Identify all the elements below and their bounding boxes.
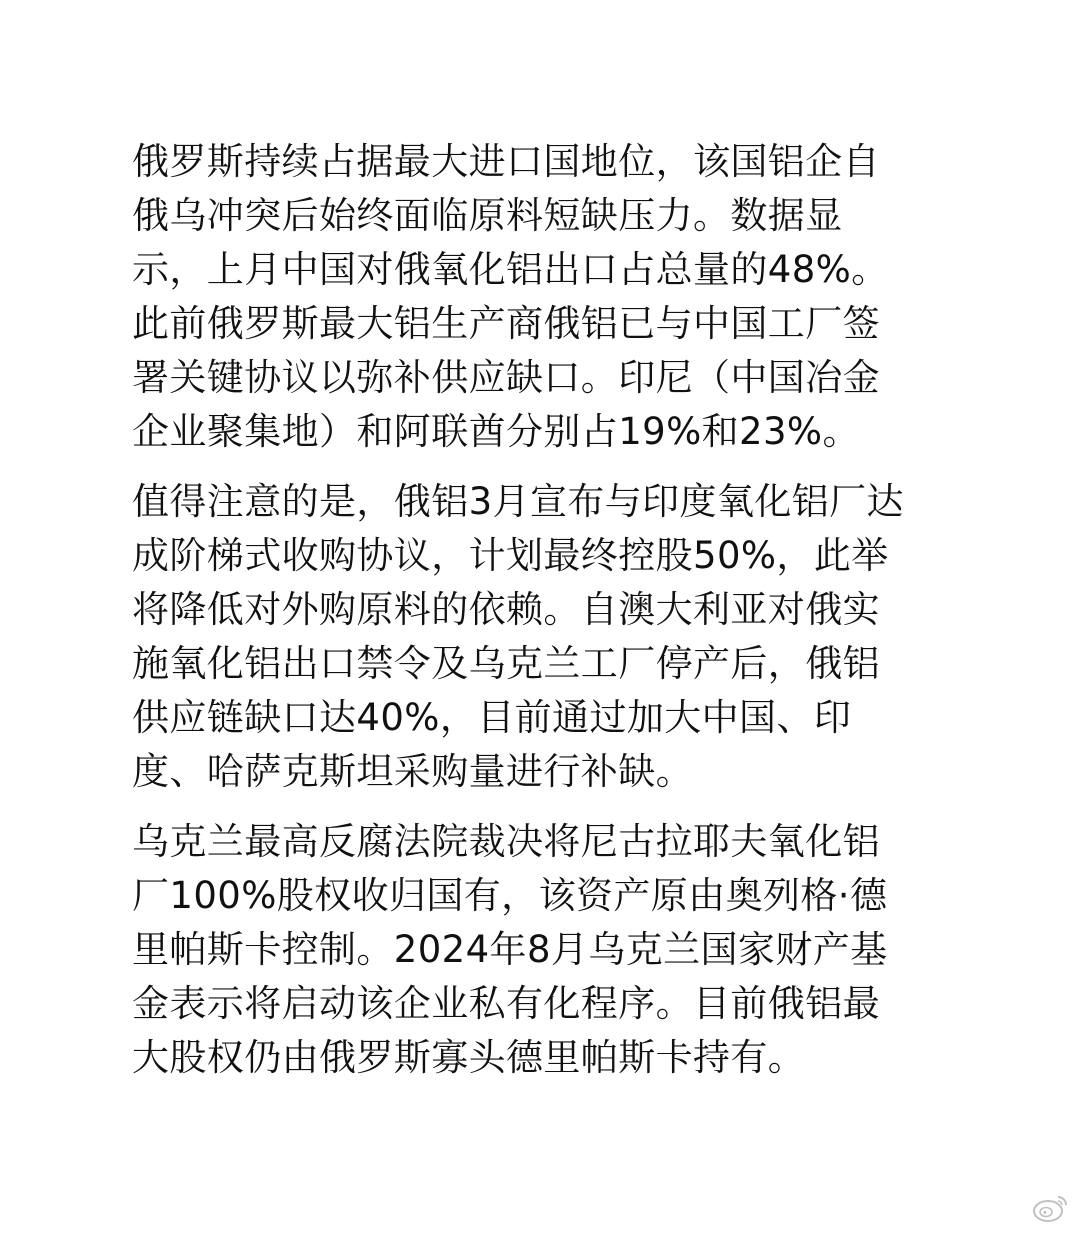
paragraph-line: 施氧化铝出口禁令及乌克兰工厂停产后，俄铝: [132, 642, 880, 685]
paragraph-line: 署关键协议以弥补供应缺口。印尼（中国冶金: [132, 356, 880, 399]
paragraph-line: 企业聚集地）和阿联酋分别占19%和23%。: [132, 410, 860, 453]
paragraph-line: 厂100%股权收归国有，该资产原由奥列格·德: [132, 874, 888, 917]
paragraph-line: 度、哈萨克斯坦采购量进行补缺。: [132, 750, 693, 793]
paragraph-line: 里帕斯卡控制。2024年8月乌克兰国家财产基: [132, 928, 888, 971]
paragraph-line: 俄罗斯持续占据最大进口国地位，该国铝企自: [132, 140, 880, 183]
paragraph-line: 金表示将启动该企业私有化程序。目前俄铝最: [132, 982, 880, 1025]
watermark: [1030, 1193, 1070, 1227]
paragraph-3: [132, 815, 932, 1085]
paragraph-line: 供应链缺口达40%，目前通过加大中国、印: [132, 696, 852, 739]
weibo-logo-icon: [1030, 1193, 1070, 1227]
paragraph-line: 将降低对外购原料的依赖。自澳大利亚对俄实: [132, 588, 880, 631]
paragraph-line: 成阶梯式收购协议，计划最终控股50%，此举: [132, 534, 889, 577]
paragraph-line: 此前俄罗斯最大铝生产商俄铝已与中国工厂签: [132, 302, 880, 345]
paragraph-1: [132, 135, 932, 459]
paragraph-line: 乌克兰最高反腐法院裁决将尼古拉耶夫氧化铝: [132, 820, 880, 863]
paragraph-line: 俄乌冲突后始终面临原料短缺压力。数据显: [132, 194, 843, 237]
paragraph-2: [132, 475, 932, 799]
paragraph-line: 值得注意的是，俄铝3月宣布与印度氧化铝厂达: [132, 480, 904, 523]
article-body: [132, 135, 932, 1085]
paragraph-line: 大股权仍由俄罗斯寡头德里帕斯卡持有。: [132, 1036, 806, 1079]
paragraph-line: 示，上月中国对俄氧化铝出口占总量的48%。: [132, 248, 889, 291]
